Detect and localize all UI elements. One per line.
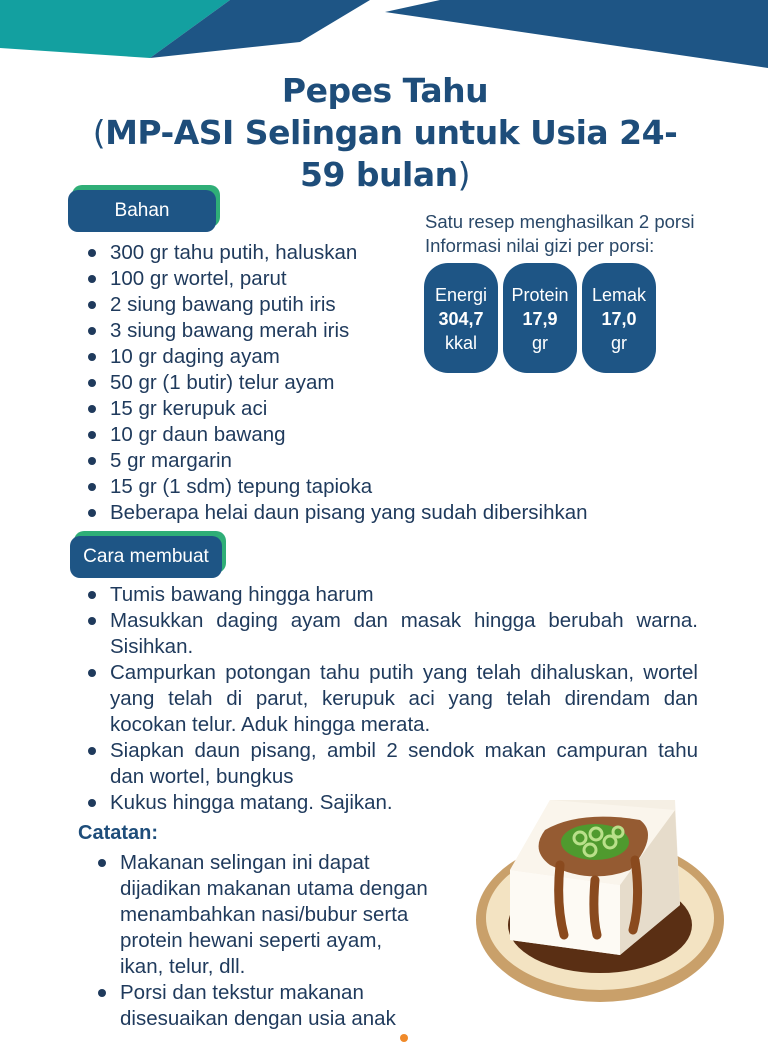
tofu-dish-illustration — [470, 790, 732, 1005]
cara-steps — [80, 582, 698, 816]
nutrition-energy-card — [424, 263, 498, 373]
nutrition-unit: kkal — [444, 333, 477, 353]
cara-tab-label: Cara membuat — [70, 536, 222, 578]
title-subtitle: MP-ASI Selingan untuk Usia 24- — [105, 113, 678, 152]
catatan-item: Makanan selingan ini dapat dijadikan makanan utama dengan menambahkan nasi/bubur serta protein hewani seperti ayam, ikan, telur, dll. — [90, 850, 430, 980]
nutrition-name: Protein — [511, 285, 569, 305]
bahan-item: 3 siung bawang merah iris — [80, 318, 600, 344]
nutrition-value: 17,9 — [522, 309, 558, 329]
header-decoration — [0, 0, 768, 80]
step-item: Tumis bawang hingga harum — [80, 582, 698, 608]
title-line-1: Pepes Tahu — [281, 71, 489, 110]
title-age: 59 bulan — [300, 155, 458, 194]
bahan-item: 5 gr margarin — [80, 448, 600, 474]
step-item: Masukkan daging ayam dan masak hingga berubah warna. Sisihkan. — [80, 608, 698, 660]
title-line-2 — [40, 112, 730, 154]
bahan-item: 10 gr daun bawang — [80, 422, 600, 448]
nutrition-name: Energi — [434, 285, 488, 305]
nutrition-unit: gr — [610, 333, 627, 353]
catatan-title: Catatan: — [78, 822, 159, 844]
nutrition-fat-card — [582, 263, 656, 373]
nutrition-value: 304,7 — [438, 309, 484, 329]
nutrition-note — [425, 210, 715, 258]
nutrition-unit: gr — [531, 333, 548, 353]
page-title — [40, 70, 730, 196]
bahan-item: 2 siung bawang putih iris — [80, 292, 600, 318]
bahan-item: 300 gr tahu putih, haluskan — [80, 240, 600, 266]
bahan-item: 100 gr wortel, parut — [80, 266, 600, 292]
nutrition-name: Lemak — [591, 285, 647, 305]
title-close-paren: ) — [457, 155, 470, 194]
bahan-item: 15 gr (1 sdm) tepung tapioka — [80, 474, 600, 500]
cara-tab — [70, 536, 222, 578]
step-item: Campurkan potongan tahu putih yang telah dihaluskan, wortel yang telah di parut, kerupuk aci yang telah direndam dan kocokan telur. Aduk hingga merata. — [80, 660, 698, 738]
nutrition-note-servings: Satu resep menghasilkan 2 porsi — [425, 211, 695, 232]
bahan-item: 10 gr daging ayam — [80, 344, 600, 370]
nutrition-value: 17,0 — [601, 309, 637, 329]
bahan-tab-label: Bahan — [68, 190, 216, 232]
title-open-paren: ( — [92, 113, 106, 152]
bahan-item: Beberapa helai daun pisang yang sudah dibersihkan — [80, 500, 600, 526]
catatan-list — [90, 850, 430, 1032]
step-item: Siapkan daun pisang, ambil 2 sendok makan campuran tahu dan wortel, bungkus — [80, 738, 698, 790]
nutrition-note-per-serving: Informasi nilai gizi per porsi: — [425, 235, 655, 256]
bahan-item: 50 gr (1 butir) telur ayam — [80, 370, 600, 396]
nutrition-protein-card — [503, 263, 577, 373]
catatan-item: Porsi dan tekstur makanan disesuaikan dengan usia anak — [90, 980, 430, 1032]
step-item: Kukus hingga matang. Sajikan. — [80, 790, 698, 816]
bahan-item: 15 gr kerupuk aci — [80, 396, 600, 422]
bahan-tab — [68, 190, 216, 232]
